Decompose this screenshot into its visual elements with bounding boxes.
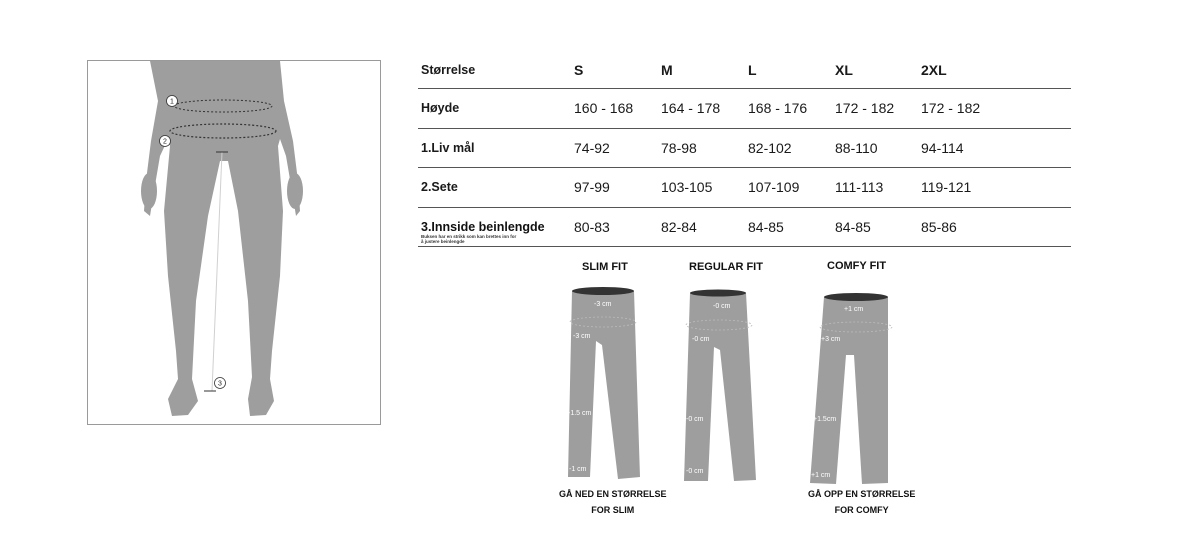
row-label: 3.Innside beinlengde [421, 219, 545, 234]
table-cell: 103-105 [661, 179, 713, 196]
table-cell: 84-85 [835, 218, 871, 235]
header-size-s: S [574, 62, 584, 78]
row-label-inseam [421, 220, 545, 244]
marker-3 [215, 378, 226, 389]
comfy-footer-line2: FOR COMFY [834, 505, 889, 515]
slim-fit-footer [559, 486, 667, 518]
slim-fit-title: SLIM FIT [582, 261, 628, 273]
fit-illustrations [540, 255, 940, 555]
table-row-seat [418, 168, 1071, 208]
comfy-pants [810, 293, 892, 484]
svg-text:2: 2 [163, 138, 167, 146]
pants-drawings [540, 255, 940, 495]
svg-text:-3 cm: -3 cm [594, 301, 612, 308]
table-cell: 82-84 [661, 218, 697, 235]
svg-text:-0 cm: -0 cm [713, 303, 731, 310]
table-cell: 160 - 168 [574, 100, 634, 117]
slim-footer-line1: GÅ NED EN STØRRELSE [559, 489, 667, 499]
svg-text:+3 cm: +3 cm [821, 336, 841, 343]
header-size-l: L [748, 62, 757, 78]
table-cell: 168 - 176 [748, 100, 808, 117]
svg-text:-3 cm: -3 cm [573, 333, 591, 340]
table-cell: 85-86 [921, 218, 957, 235]
svg-text:-1.5 cm: -1.5 cm [568, 410, 592, 417]
table-cell: 172 - 182 [921, 100, 981, 117]
table-row-waist [418, 129, 1071, 169]
header-size-m: M [661, 62, 673, 78]
table-cell: 107-109 [748, 179, 800, 196]
slim-pants [568, 287, 640, 479]
regular-pants [684, 290, 756, 482]
svg-text:+1.5cm: +1.5cm [813, 416, 837, 423]
slim-footer-line2: FOR SLIM [591, 505, 635, 515]
table-row-inseam [418, 208, 1071, 248]
size-table [418, 52, 1071, 247]
table-cell: 94-114 [921, 139, 964, 156]
row-label: Høyde [421, 101, 460, 116]
table-cell: 97-99 [574, 179, 610, 196]
header-size-xl: XL [835, 62, 853, 78]
svg-text:-1 cm: -1 cm [569, 466, 587, 473]
table-cell: 74-92 [574, 139, 610, 156]
body-measurement-figure [87, 60, 381, 425]
svg-text:-0 cm: -0 cm [686, 468, 704, 475]
svg-text:-0 cm: -0 cm [692, 336, 710, 343]
comfy-footer-line1: GÅ OPP EN STØRRELSE [808, 489, 916, 499]
svg-text:3: 3 [218, 380, 222, 388]
table-cell: 111-113 [835, 179, 884, 196]
comfy-fit-title: COMFY FIT [827, 260, 887, 272]
table-cell: 119-121 [921, 179, 972, 196]
row-note-line2: å justere beinlengde [421, 238, 465, 244]
table-header-row [418, 52, 1071, 89]
header-size-2xl: 2XL [921, 62, 947, 78]
marker-2 [160, 136, 171, 147]
header-label: Størrelse [421, 63, 476, 77]
comfy-fit-footer [808, 486, 915, 518]
row-note-line1: Buksen har en strikk som kan brettes inn for [421, 233, 517, 239]
svg-text:1: 1 [170, 98, 174, 106]
table-row-height [418, 89, 1071, 129]
svg-text:+1 cm: +1 cm [811, 472, 831, 479]
table-cell: 164 - 178 [661, 100, 721, 117]
regular-fit-title: REGULAR FIT [689, 261, 763, 273]
svg-text:-0 cm: -0 cm [686, 416, 704, 423]
table-cell: 84-85 [748, 218, 784, 235]
body-silhouette [88, 61, 382, 426]
table-cell: 88-110 [835, 139, 878, 156]
table-cell: 78-98 [661, 139, 697, 156]
table-cell: 82-102 [748, 139, 792, 156]
row-label: 2.Sete [421, 180, 458, 195]
svg-text:+1 cm: +1 cm [844, 306, 864, 313]
table-cell: 172 - 182 [835, 100, 895, 117]
row-label: 1.Liv mål [421, 140, 475, 155]
table-cell: 80-83 [574, 218, 610, 235]
marker-1 [167, 96, 178, 107]
